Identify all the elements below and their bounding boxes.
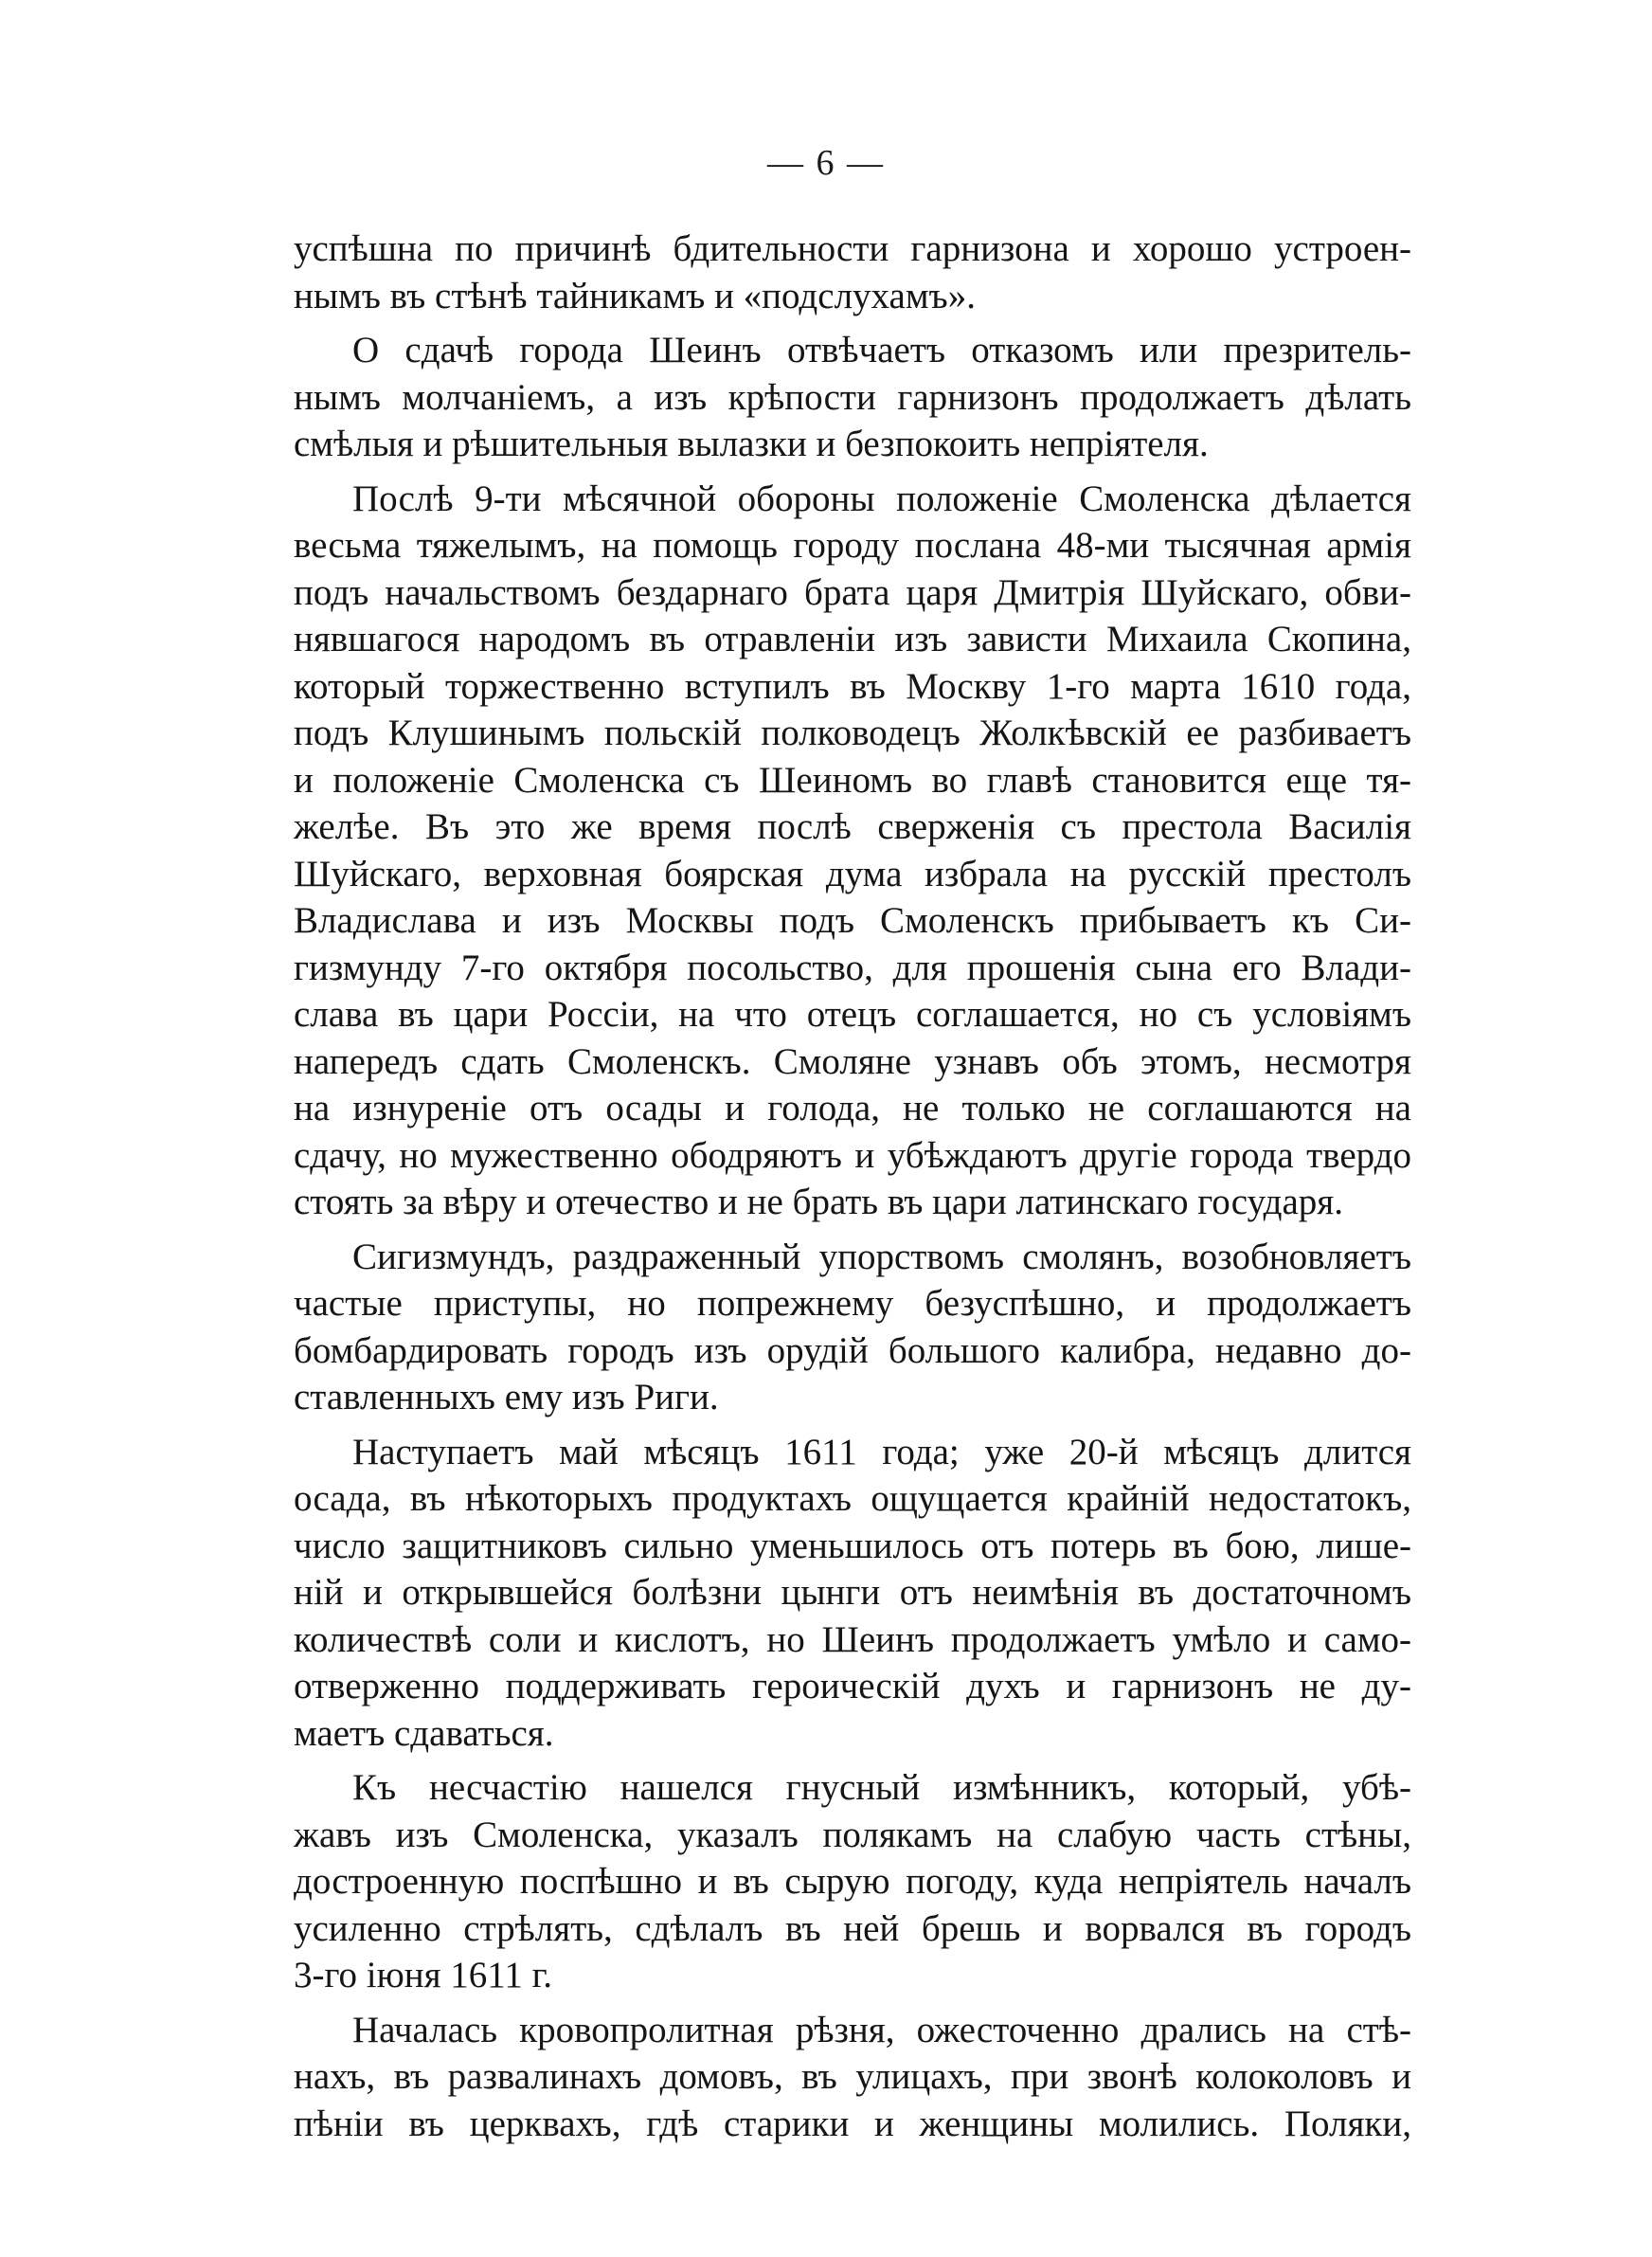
text-line: подъ Клушинымъ польскій полководецъ Жолкѣвскій ее разбиваетъ: [294, 713, 1411, 753]
text-line: слава въ цари Россіи, на что отецъ соглашается, но съ условіямъ: [294, 994, 1411, 1035]
paragraph: [294, 1429, 1411, 1758]
text-line: нымъ молчаніемъ, а изъ крѣпости гарнизонъ продолжаетъ дѣлать: [294, 376, 1411, 418]
text-line: на изнуреніе отъ осады и голода, не только не соглашаются на: [294, 1088, 1411, 1128]
text-line: жавъ изъ Смоленска, указалъ полякамъ на слабую часть стѣны,: [294, 1814, 1411, 1855]
text-line: желѣе. Въ это же время послѣ сверженія съ престола Василія: [294, 806, 1411, 847]
text-line: Наступаетъ май мѣсяцъ 1611 года; уже 20-й мѣсяцъ длится: [352, 1431, 1411, 1472]
text-line: число защитниковъ сильно уменьшилось отъ потерь въ бою, лише-: [294, 1525, 1411, 1566]
text-line: достроенную поспѣшно и въ сырую погоду, куда непріятель началъ: [294, 1861, 1411, 1902]
paragraph: [294, 1764, 1411, 1999]
text-line: усиленно стрѣлять, сдѣлалъ въ ней брешь и ворвался въ городъ: [294, 1907, 1411, 1949]
text-line: нахъ, въ развалинахъ домовъ, въ улицахъ, при звонѣ колоколовъ и: [294, 2056, 1411, 2097]
text-line: бомбардировать городъ изъ орудій большого калибра, недавно до-: [294, 1329, 1411, 1371]
body-text: [294, 226, 1411, 2155]
text-line: стоять за вѣру и отечество и не брать въ цари латинскаго государя.: [294, 1182, 1343, 1222]
paragraph: [294, 1234, 1411, 1421]
text-line: весьма тяжелымъ, на помощь городу послана 48-ми тысячная армія: [294, 525, 1411, 566]
paragraph: [294, 2007, 1411, 2148]
text-line: сдачу, но мужественно ободряютъ и убѣждаютъ другіе города твердо: [294, 1134, 1411, 1176]
text-line: ставленныхъ ему изъ Риги.: [294, 1377, 719, 1417]
text-line: 3-го іюня 1611 г.: [294, 1955, 552, 1995]
text-line: гизмунду 7-го октября посольство, для прошенія сына его Влади-: [294, 947, 1411, 988]
paragraph: [294, 476, 1411, 1226]
text-line: успѣшна по причинѣ бдительности гарнизона и хорошо устроен-: [294, 228, 1411, 269]
paragraph: [294, 226, 1411, 319]
text-line: нымъ въ стѣнѣ тайникамъ и «подслухамъ».: [294, 275, 976, 316]
text-line: Началась кровопролитная рѣзня, ожесточенно дрались на стѣ-: [352, 2009, 1411, 2050]
text-line: маетъ сдаваться.: [294, 1712, 554, 1754]
text-line: частые приступы, но попрежнему безуспѣшно, и продолжаетъ: [294, 1283, 1411, 1324]
text-line: напередъ сдать Смоленскъ. Смоляне узнавъ объ этомъ, несмотря: [294, 1040, 1411, 1082]
text-line: пѣніи въ церквахъ, гдѣ старики и женщины молились. Поляки,: [294, 2103, 1411, 2144]
text-line: Къ несчастію нашелся гнусный измѣнникъ, который, убѣ-: [352, 1767, 1411, 1808]
text-line: ній и открывшейся болѣзни цынги отъ неимѣнія въ достаточномъ: [294, 1572, 1411, 1613]
page-number: — 6 —: [767, 143, 885, 183]
text-line: количествѣ соли и кислотъ, но Шеинъ продолжаетъ умѣло и само-: [294, 1618, 1411, 1660]
text-line: Послѣ 9-ти мѣсячной обороны положеніе Смоленска дѣлается: [352, 478, 1411, 519]
text-line: Владислава и изъ Москвы подъ Смоленскъ прибываетъ къ Си-: [294, 900, 1411, 941]
text-line: который торжественно вступилъ въ Москву 1-го марта 1610 года,: [294, 665, 1411, 707]
text-line: отверженно поддерживать героическій духъ и гарнизонъ не ду-: [294, 1666, 1411, 1706]
text-line: Сигизмундъ, раздраженный упорствомъ смолянъ, возобновляетъ: [352, 1236, 1411, 1277]
text-line: О сдачѣ города Шеинъ отвѣчаетъ отказомъ или презритель-: [352, 330, 1411, 370]
text-line: нявшагося народомъ въ отравленіи изъ зависти Михаила Скопина,: [294, 619, 1411, 659]
paragraph: [294, 327, 1411, 468]
text-line: подъ начальствомъ бездарнаго брата царя Дмитрія Шуйскаго, обви-: [294, 571, 1411, 613]
text-line: смѣлыя и рѣшительныя вылазки и безпокоить непріятеля.: [294, 424, 1209, 464]
text-line: Шуйскаго, верховная боярская дума избрала на русскій престолъ: [294, 853, 1411, 894]
text-line: осада, въ нѣкоторыхъ продуктахъ ощущается крайній недостатокъ,: [294, 1478, 1411, 1519]
text-line: и положеніе Смоленска съ Шеиномъ во главѣ становится еще тя-: [294, 759, 1411, 801]
